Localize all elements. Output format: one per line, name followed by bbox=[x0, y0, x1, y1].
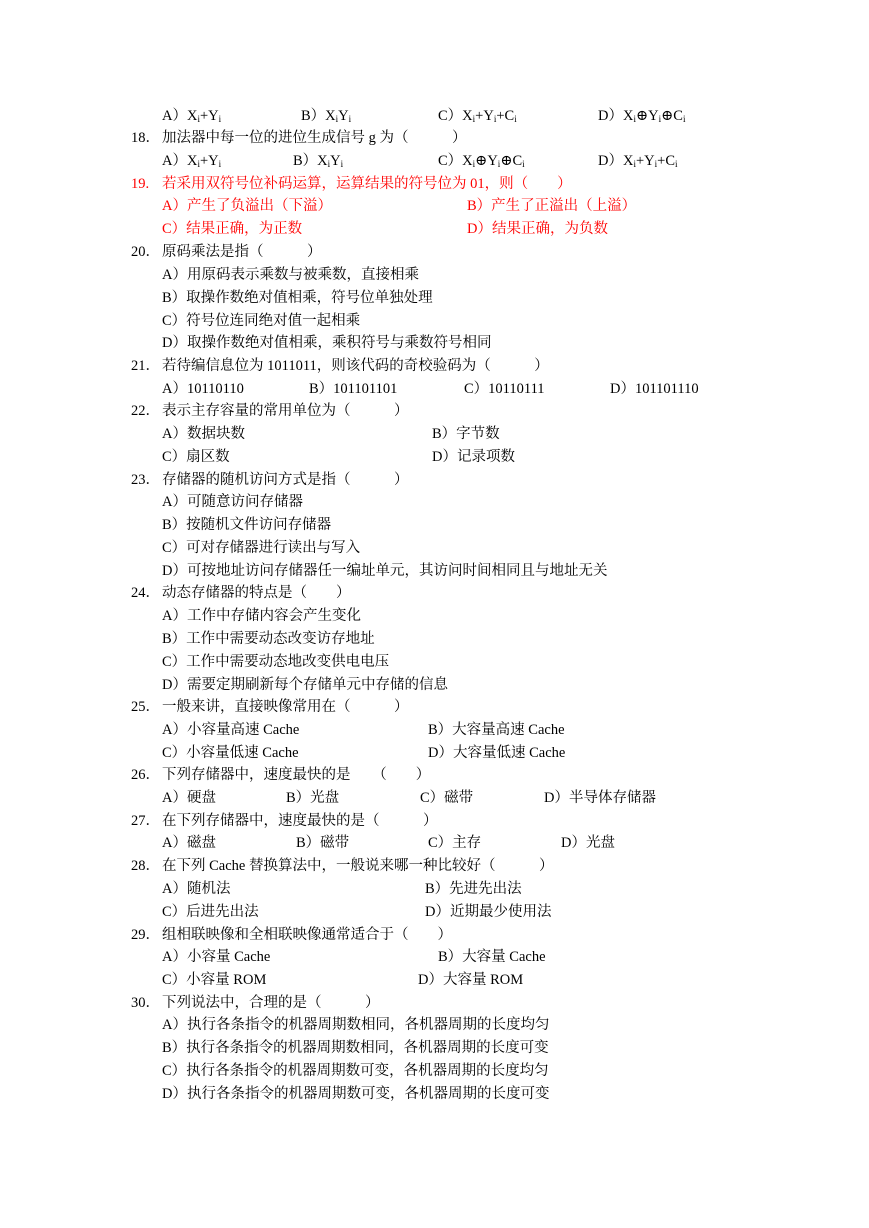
answer-option-text: B）按随机文件访问存储器 bbox=[162, 517, 332, 533]
answer-option bbox=[0, 651, 869, 673]
answer-option: D）结果正确，为负数 bbox=[467, 221, 608, 237]
answer-option-text: A）用原码表示乘数与被乘数，直接相乘 bbox=[162, 267, 419, 283]
question-stem bbox=[0, 992, 869, 1014]
question-number: 27． bbox=[131, 813, 160, 829]
question-text: 动态存储器的特点是（ ） bbox=[162, 585, 351, 601]
answer-option-text: A）可随意访问存储器 bbox=[162, 494, 303, 510]
answer-option: D）近期最少使用法 bbox=[425, 904, 552, 920]
question-stem bbox=[0, 764, 869, 786]
answer-option: $B)X_iY_i$ bbox=[301, 108, 352, 124]
answer-option: B）大容量高速 Cache bbox=[428, 722, 565, 738]
question-text: 原码乘法是指（ ） bbox=[162, 244, 322, 260]
answer-option: D）记录项数 bbox=[432, 449, 515, 465]
answer-option bbox=[0, 264, 869, 286]
answer-options-row bbox=[0, 719, 869, 741]
question-number: 23． bbox=[131, 472, 160, 488]
question-text: 加法器中每一位的进位生成信号 g 为（ ） bbox=[162, 130, 467, 146]
answer-option: B）先进先出法 bbox=[425, 881, 522, 897]
answer-options-row bbox=[0, 742, 869, 764]
answer-option-text: B）工作中需要动态改变访存地址 bbox=[162, 631, 375, 647]
answer-option bbox=[0, 514, 869, 536]
answer-option-text: D）可按地址访问存储器任一编址单元，其访问时间相同且与地址无关 bbox=[162, 563, 608, 579]
answer-option: C）小容量低速 Cache bbox=[162, 745, 299, 761]
answer-option: D）大容量 ROM bbox=[418, 972, 524, 988]
answer-option: D）101101110 bbox=[610, 381, 699, 397]
question-number: 28． bbox=[131, 858, 160, 874]
answer-option: A）磁盘 bbox=[162, 835, 216, 851]
question-number: 24． bbox=[131, 585, 160, 601]
question-text: 下列存储器中，速度最快的是 （ ） bbox=[162, 767, 431, 783]
question-number: 18． bbox=[131, 130, 160, 146]
answer-option bbox=[0, 1037, 869, 1059]
question-stem bbox=[0, 400, 869, 422]
answer-option: B）101101101 bbox=[309, 381, 398, 397]
answer-option: C）磁带 bbox=[420, 790, 474, 806]
answer-option: A）小容量 Cache bbox=[162, 949, 271, 965]
answer-options-row bbox=[0, 969, 869, 991]
answer-option: $C)X_i\oplus Y_i\oplus C_i$ bbox=[438, 153, 525, 169]
question-number: 22． bbox=[131, 403, 160, 419]
answer-option: C）10110111 bbox=[464, 381, 545, 397]
question-text: 组相联映像和全相联映像通常适合于（ ） bbox=[162, 927, 452, 943]
answer-options-row bbox=[0, 446, 869, 468]
answer-option: B）大容量 Cache bbox=[438, 949, 546, 965]
answer-options-row bbox=[0, 150, 869, 172]
question-text: 若待编信息位为 1011011，则该代码的奇校验码为（ ） bbox=[162, 358, 549, 374]
answer-option bbox=[0, 674, 869, 696]
answer-option bbox=[0, 537, 869, 559]
question-stem bbox=[0, 855, 869, 877]
answer-option-text: D）需要定期刷新每个存储单元中存储的信息 bbox=[162, 677, 448, 693]
question-number: 30． bbox=[131, 995, 160, 1011]
question-stem bbox=[0, 696, 869, 718]
answer-option bbox=[0, 332, 869, 354]
answer-options-row bbox=[0, 901, 869, 923]
answer-option bbox=[0, 287, 869, 309]
question-stem bbox=[0, 355, 869, 377]
answer-options-row bbox=[0, 832, 869, 854]
answer-option: A）小容量高速 Cache bbox=[162, 722, 300, 738]
answer-options-row bbox=[0, 105, 869, 127]
question-text: 表示主存容量的常用单位为（ ） bbox=[162, 403, 409, 419]
answer-option: D）大容量低速 Cache bbox=[428, 745, 566, 761]
question-number: 19. bbox=[131, 176, 150, 192]
question-text: 在下列存储器中，速度最快的是（ ） bbox=[162, 813, 438, 829]
answer-option: C）结果正确，为正数 bbox=[162, 221, 303, 237]
answer-option bbox=[0, 628, 869, 650]
answer-option-text: C）工作中需要动态地改变供电电压 bbox=[162, 654, 390, 670]
answer-option: A）随机法 bbox=[162, 881, 231, 897]
answer-options-row bbox=[0, 423, 869, 445]
question-number: 20． bbox=[131, 244, 160, 260]
answer-options-row bbox=[0, 378, 869, 400]
answer-option: C）后进先出法 bbox=[162, 904, 259, 920]
question-stem bbox=[0, 173, 869, 195]
answer-option: A）数据块数 bbox=[162, 426, 245, 442]
answer-option-text: A）执行各条指令的机器周期数相同，各机器周期的长度均匀 bbox=[162, 1017, 550, 1033]
answer-option: C）小容量 ROM bbox=[162, 972, 267, 988]
answer-option bbox=[0, 1083, 869, 1105]
question-text: 在下列 Cache 替换算法中，一般说来哪一种比较好（ ） bbox=[162, 858, 554, 874]
question-stem bbox=[0, 127, 869, 149]
answer-option: B）字节数 bbox=[432, 426, 500, 442]
answer-option: $D)X_i+Y_i+C_i$ bbox=[598, 153, 678, 169]
question-text: 下列说法中，合理的是（ ） bbox=[162, 995, 380, 1011]
question-number: 26． bbox=[131, 767, 160, 783]
answer-option-text: C）符号位连同绝对值一起相乘 bbox=[162, 313, 361, 329]
question-text: 存储器的随机访问方式是指（ ） bbox=[162, 472, 409, 488]
answer-option: A）硬盘 bbox=[162, 790, 216, 806]
answer-option: B）光盘 bbox=[286, 790, 340, 806]
answer-option-text: C）可对存储器进行读出与写入 bbox=[162, 540, 361, 556]
question-number: 21． bbox=[131, 358, 160, 374]
answer-option: $B)X_iY_i$ bbox=[293, 153, 344, 169]
answer-option bbox=[0, 1014, 869, 1036]
answer-option: $A)X_i+Y_i$ bbox=[162, 153, 222, 169]
question-stem bbox=[0, 924, 869, 946]
answer-option: $D)X_i\oplus Y_i\oplus C_i$ bbox=[598, 108, 686, 124]
answer-option bbox=[0, 1060, 869, 1082]
answer-options-row bbox=[0, 878, 869, 900]
answer-option: D）半导体存储器 bbox=[544, 790, 656, 806]
answer-options-row bbox=[0, 787, 869, 809]
answer-options-row bbox=[0, 946, 869, 968]
question-stem bbox=[0, 582, 869, 604]
answer-option: C）主存 bbox=[428, 835, 482, 851]
question-stem bbox=[0, 810, 869, 832]
answer-option: C）扇区数 bbox=[162, 449, 230, 465]
question-text: 若采用双符号位补码运算，运算结果的符号位为 01，则（ ） bbox=[162, 176, 572, 192]
answer-option-text: D）执行各条指令的机器周期数可变，各机器周期的长度可变 bbox=[162, 1086, 550, 1102]
question-text: 一般来讲，直接映像常用在（ ） bbox=[162, 699, 409, 715]
answer-option: B）产生了正溢出（上溢） bbox=[467, 198, 637, 214]
answer-option: D）光盘 bbox=[561, 835, 615, 851]
answer-option-text: B）取操作数绝对值相乘，符号位单独处理 bbox=[162, 290, 433, 306]
answer-option bbox=[0, 491, 869, 513]
answer-option: A）产生了负溢出（下溢） bbox=[162, 198, 332, 214]
answer-options-row bbox=[0, 218, 869, 240]
answer-option-text: B）执行各条指令的机器周期数相同，各机器周期的长度可变 bbox=[162, 1040, 549, 1056]
answer-option bbox=[0, 310, 869, 332]
question-stem bbox=[0, 469, 869, 491]
answer-options-row bbox=[0, 195, 869, 217]
answer-option bbox=[0, 605, 869, 627]
question-number: 25． bbox=[131, 699, 160, 715]
answer-option: B）磁带 bbox=[296, 835, 350, 851]
answer-option-text: A）工作中存储内容会产生变化 bbox=[162, 608, 361, 624]
answer-option-text: D）取操作数绝对值相乘，乘积符号与乘数符号相同 bbox=[162, 335, 492, 351]
answer-option-text: C）执行各条指令的机器周期数可变，各机器周期的长度均匀 bbox=[162, 1063, 549, 1079]
answer-option: A）10110110 bbox=[162, 381, 244, 397]
answer-option bbox=[0, 560, 869, 582]
question-number: 29． bbox=[131, 927, 160, 943]
answer-option: $A)X_i+Y_i$ bbox=[162, 108, 222, 124]
question-stem bbox=[0, 241, 869, 263]
answer-option: $C)X_i+Y_i+C_i$ bbox=[438, 108, 517, 124]
